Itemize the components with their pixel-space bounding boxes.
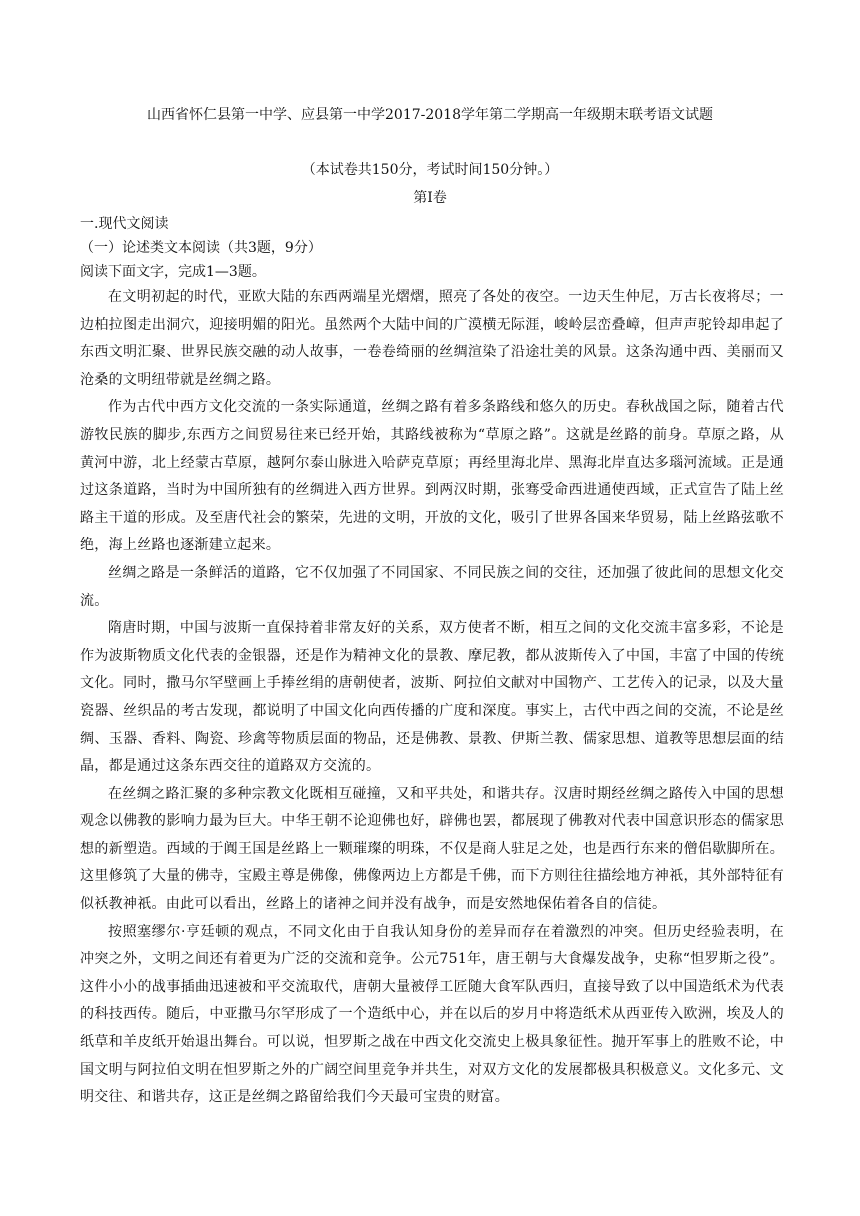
paragraph-6: 按照塞缪尔·亨廷顿的观点，不同文化由于自我认知身份的差异而存在着激烈的冲突。但历史经验表明，在冲突之外，文明之间还有着更为广泛的交流和竞争。公元751年，唐王朝与大食爆发战争，史称“怛罗斯之役”。这件小小的战事插曲迅速被和平交流取代，唐朝大量被俘工匠随大食军队西归，直接导致了以中国造纸术为代表的科技西传。随后，中亚撒马尔罕形成了一个造纸中心，并在以后的岁月中将造纸术从西亚传入欧洲，埃及人的纸草和羊皮纸开始退出舞台。可以说，怛罗斯之战在中西文化交流史上极具象征性。抛开军事上的胜败不论，中国文明与阿拉伯文明在怛罗斯之外的广阔空间里竞争并共生，对双方文化的发展都极具积极意义。文化多元、文明交往、和谐共存，这正是丝绸之路留给我们今天最可宝贵的财富。 [80,923,784,1106]
paragraph-2: 作为古代中西方文化交流的一条实际通道，丝绸之路有着多条路线和悠久的历史。春秋战国之际，随着古代游牧民族的脚步,东西方之间贸易往来已经开始，其路线被称为“草原之路”。这就是丝路的前身。草原之路，从黄河中游，北上经蒙古草原，越阿尔泰山脉进入哈萨克草原；再经里海北岸、黑海北岸直达多瑙河流域。正是通过这条道路，当时为中国所独有的丝绸进入西方世界。到两汉时期，张骞受命西进通使西域，正式宣告了陆上丝路主干道的形成。及至唐代社会的繁荣，先进的文明，开放的文化，吸引了世界各国来华贸易，陆上丝路弦歌不绝，海上丝路也逐渐建立起来。 [80,399,784,554]
paragraph-3: 丝绸之路是一条鲜活的道路，它不仅加强了不同国家、不同民族之间的交往，还加强了彼此间的思想文化交流。 [80,564,784,609]
paragraph-5: 在丝绸之路汇聚的多种宗教文化既相互碰撞，又和平共处，和谐共存。汉唐时期经丝绸之路传入中国的思想观念以佛教的影响力最为巨大。中华王朝不论迎佛也好，辟佛也罢，都展现了佛教对代表中国意识形态的儒家思想的新塑造。西域的于阗王国是丝路上一颗璀璨的明珠，不仅是商人驻足之处，也是西行东来的僧侣歇脚所在。这里修筑了大量的佛寺，宝殿主尊是佛像，佛像两边上方都是千佛，而下方则往往描绘地方神祇，其外部特征有似袄教神祇。由此可以看出，丝路上的诸神之间并没有战争，而是安然地保佑着各自的信徒。 [80,785,784,913]
reading-instruction: 阅读下面文字，完成1—3题。 [80,264,266,280]
exam-note: （本试卷共150分，考试时间150分钟。） [301,162,559,178]
exam-title: 山西省怀仁县第一中学、应县第一中学2017-2018学年第二学期高一年级期末联考语文试题 [147,107,713,123]
paragraph-1: 在文明初起的时代，亚欧大陆的东西两端星光熠熠，照亮了各处的夜空。一边天生仲尼，万古长夜将尽；一边柏拉图走出洞穴，迎接明媚的阳光。虽然两个大陆中间的广漠横无际涯，峻岭层峦叠嶂，但声声驼铃却串起了东西文明汇聚、世界民族交融的动人故事，一卷卷绮丽的丝绸渲染了沿途壮美的风景。这条沟通中西、美丽而又沧桑的文明纽带就是丝绸之路。 [80,289,784,388]
reading-section [80,212,784,1112]
section-subheading: （一）论述类文本阅读（共3题，9分） [80,240,322,256]
section-heading: 一.现代文阅读 [80,216,169,232]
volume-title: 第Ⅰ卷 [413,190,447,206]
paragraph-4: 隋唐时期，中国与波斯一直保持着非常友好的关系，双方使者不断，相互之间的文化交流丰富多彩，不论是作为波斯物质文化代表的金银器，还是作为精神文化的景教、摩尼教，都从波斯传入了中国，丰富了中国的传统文化。同时，撒马尔罕壁画上手捧丝绢的唐朝使者，波斯、阿拉伯文献对中国物产、工艺传入的记录，以及大量瓷器、丝织品的考古发现，都说明了中国文化向西传播的广度和深度。事实上，古代中西之间的交流，不论是丝绸、玉器、香料、陶瓷、珍禽等物质层面的物品，还是佛教、景教、伊斯兰教、儒家思想、道教等思想层面的结晶，都是通过这条东西交往的道路双方交流的。 [80,620,784,775]
